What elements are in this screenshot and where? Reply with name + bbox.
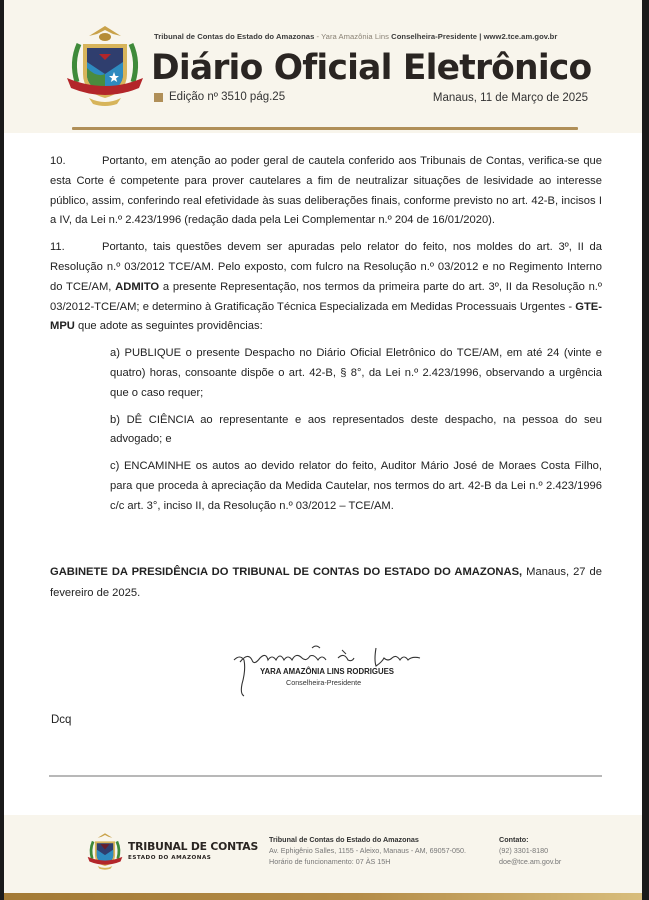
paragraph-10: 10. Portanto, em atenção ao poder geral de cautela conferido aos Tribunais de Contas, verifica-se que esta Corte é competente para prover cautelares a fim de neutralizar situações de lesividade ao interesse público, assim, conferindo real efetividade às suas deliberações finais, conforme previsto no art. 42-B, incisos I a IV, da Lei n.º 2.423/1996 (redação dada pela Lei Complementar n.º 204 de 16/01/2020). — [50, 155, 602, 227]
gte-mpu-bold: GTE-MPU — [50, 300, 602, 333]
coat-of-arms-icon — [59, 22, 151, 108]
list-item-a: a) PUBLIQUE o presente Despacho no Diário Oficial Eletrônico do TCE/AM, em até 24 (vinte e quatro) horas, consoante dispõe o art. 42-B, § 8°, da Lei n.º 2.423/1996, observando a urgência que o caso requer; — [110, 347, 602, 399]
institution-name: Tribunal de Contas do Estado do Amazonas — [154, 32, 315, 41]
president-name: Yara Amazônia Lins — [321, 32, 389, 41]
list-item-c: c) ENCAMINHE os autos ao devido relator do feito, Auditor Mário José de Moraes Costa Filho, para que proceda à apreciação da Medida Cautelar, nos termos do art. 42-B da Lei n.º 2.423/1996 c/c art. 3°, inciso II, da Resolução n.º 03/2012 – TCE/AM. — [110, 460, 602, 512]
page-footer — [4, 815, 642, 900]
footer-contact-title: Contato: — [499, 835, 529, 844]
footer-phone: (92) 3301-8180 — [499, 846, 549, 855]
author-initials: Dcq — [51, 714, 72, 726]
publication-date: Manaus, 11 de Março de 2025 — [432, 92, 588, 104]
footer-address: Av. Ephigênio Salles, 1155 - Aleixo, Manaus - AM, 69057-050. — [269, 846, 466, 855]
footer-brand: TRIBUNAL DE CONTAS — [128, 840, 259, 853]
footer-brand-sub: ESTADO DO AMAZONAS — [128, 855, 212, 861]
square-bullet-icon — [154, 93, 163, 102]
footer-coat-of-arms-icon — [84, 830, 126, 872]
header-institution-line: Tribunal de Contas do Estado do Amazonas - Yara Amazônia Lins Conselheira-Presidente | www2.tce.am.gov.br — [154, 32, 558, 41]
page-title: Diário Oficial Eletrônico — [151, 48, 592, 88]
list-item-b: b) DÊ CIÊNCIA ao representante e aos representados deste despacho, na pessoa do seu advogado; e — [110, 413, 602, 446]
signatory-name: YARA AMAZÔNIA LINS RODRIGUES — [260, 667, 394, 676]
footer-gold-bar — [4, 893, 642, 900]
edition-info — [154, 91, 285, 103]
footer-email[interactable]: doe@tce.am.gov.br — [499, 857, 562, 866]
document-body — [50, 152, 602, 524]
document-page — [4, 0, 642, 900]
footer-hours: Horário de funcionamento: 07 ÀS 15H — [269, 857, 391, 866]
paragraph-11: 11. Portanto, tais questões devem ser apuradas pelo relator do feito, nos moldes do art. 3º, II da Resolução n.º 03/2012 TCE/AM. Pelo exposto, com fulcro na Resolução n.º 03/2012 e no Regimento Interno do TCE/AM, ADMITO a presente Representação, nos termos da primeira parte do art. 3º, II da Resolução n.º 03/2012-TCE/AM; e determino à Gratificação Técnica Especializada em Medidas Processuais Urgentes - GTE-MPU que adote as seguintes providências: — [50, 241, 602, 333]
page-header — [4, 0, 642, 133]
edition-label: Edição nº 3510 pág.25 — [169, 91, 286, 103]
closing-statement: GABINETE DA PRESIDÊNCIA DO TRIBUNAL DE CONTAS DO ESTADO DO AMAZONAS, Manaus, 27 de fevereiro de 2025. — [50, 566, 602, 599]
signatory-role: Conselheira-Presidente — [286, 678, 362, 687]
header-divider — [72, 127, 578, 130]
admito-bold: ADMITO — [115, 280, 160, 293]
footer-info-title: Tribunal de Contas do Estado do Amazonas — [269, 835, 419, 844]
footer-divider — [49, 775, 602, 777]
footer-contact-block — [499, 834, 561, 867]
footer-address-block — [269, 834, 466, 867]
president-role-site: Conselheira-Presidente | www2.tce.am.gov.br — [389, 32, 558, 41]
signature-block — [226, 640, 436, 700]
